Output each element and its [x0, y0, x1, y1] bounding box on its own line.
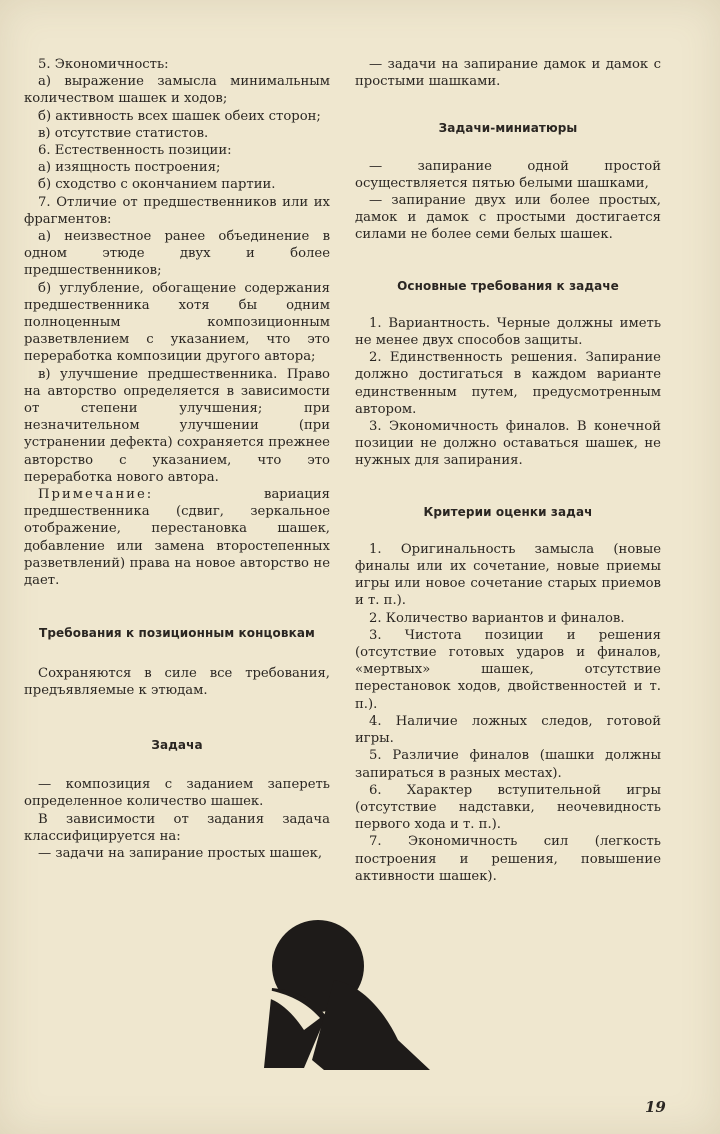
list-item: а) неизвестное ранее объединение в одном этюде двух и более предшественников; — [24, 229, 330, 279]
problem-definition: — композиция с заданием запереть определенное количество шашек. — [24, 777, 330, 810]
criteria-item: 7. Экономичность сил (легкость построения и решения, повышение активности шашек). — [355, 834, 661, 884]
mini-2: — запирание двух или более простых, дамок и дамок с простыми достигается силами не более семи белых шашек. — [355, 193, 661, 243]
list-item: в) улучшение предшественника. Право на авторство определяется в зависимости от степени улучшения; при незначительном улучшении (при устранении дефекта) сохраняется прежнее авторство с указанием, что это переработка нового автора. — [24, 366, 330, 485]
requirement-item: 3. Экономичность финалов. В конечной позиции не должно оставаться шашек, не нужных для запирания. — [355, 419, 661, 469]
list-item: 7. Отличие от предшественников или их фрагментов: — [24, 194, 330, 227]
heading-mini: Задачи-миниатюры — [438, 121, 578, 136]
criteria-item: 5. Различие финалов (шашки должны запираться в разных местах). — [355, 748, 661, 781]
criteria-item: 3. Чистота позиции и решения (отсутствие готовых ударов и финалов, «мертвых» шашек, отсутствие перестановок ходов, двойственностей и т. п.). — [355, 627, 661, 712]
list-item: б) активность всех шашек обеих сторон; — [38, 108, 321, 124]
note-label: Примечание: — [38, 487, 154, 503]
left-column — [24, 56, 330, 862]
criteria-item: 1. Оригинальность замысла (новые финалы или их сочетание, новые приемы игры или новое сочетание старых приемов и т. п.). — [355, 541, 661, 609]
positional-text: Сохраняются в силе все требования, предъявляемые к этюдам. — [24, 665, 330, 698]
note-text: вариация предшественника (сдвиг, зеркальное отображение, перестановка шашек, добавление или замена второстепенных разветвлений) права на новое авторство не дает. — [24, 487, 330, 589]
list-item: а) изящность построения; — [38, 160, 221, 176]
checkers-player-silhouette-icon — [264, 920, 430, 1076]
mini-1: — запирание одной простой осуществляется пятью белыми шашками, — [355, 158, 661, 191]
problem-classification: В зависимости от задания задача классифицируется на: — [24, 811, 330, 844]
requirement-item: 1. Вариантность. Черные должны иметь не менее двух способов защиты. — [355, 315, 661, 349]
list-item: б) сходство с окончанием партии. — [38, 177, 276, 193]
problem-simple: — задачи на запирание простых шашек, — [38, 845, 323, 861]
list-item: 6. Естественность позиции: — [38, 143, 232, 159]
list-item: в) отсутствие статистов. — [38, 125, 209, 141]
criteria-item: 6. Характер вступительной игры (отсутствие надставки, неочевидность первого хода и т. п.). — [355, 782, 661, 833]
list-item: б) углубление, обогащение содержания предшественника хотя бы одним полноценным композиционным разветвлением с указанием, что это переработка композиции другого автора; — [24, 280, 330, 365]
heading-problem: Задача — [151, 737, 203, 752]
note-paragraph — [24, 486, 330, 589]
list-item: а) выражение замысла минимальным количеством шашек и ходов; — [24, 74, 330, 107]
list-item: 5. Экономичность: — [38, 57, 169, 72]
heading-positional: Требования к позиционным концовкам — [39, 626, 315, 641]
criteria-item: 4. Наличие ложных следов, готовой игры. — [355, 713, 661, 747]
heading-criteria: Критерии оценки задач — [423, 504, 593, 519]
problem-kings: — задачи на запирание дамок и дамок с простыми шашками. — [355, 57, 661, 90]
right-column — [355, 56, 661, 885]
requirement-item: 2. Единственность решения. Запирание должно достигаться в каждом варианте единственным путем, предусмотренным автором. — [355, 350, 661, 417]
criteria-item: 2. Количество вариантов и финалов. — [369, 610, 625, 626]
heading-requirements: Основные требования к задаче — [397, 278, 619, 293]
page-number: 19 — [645, 1098, 666, 1116]
